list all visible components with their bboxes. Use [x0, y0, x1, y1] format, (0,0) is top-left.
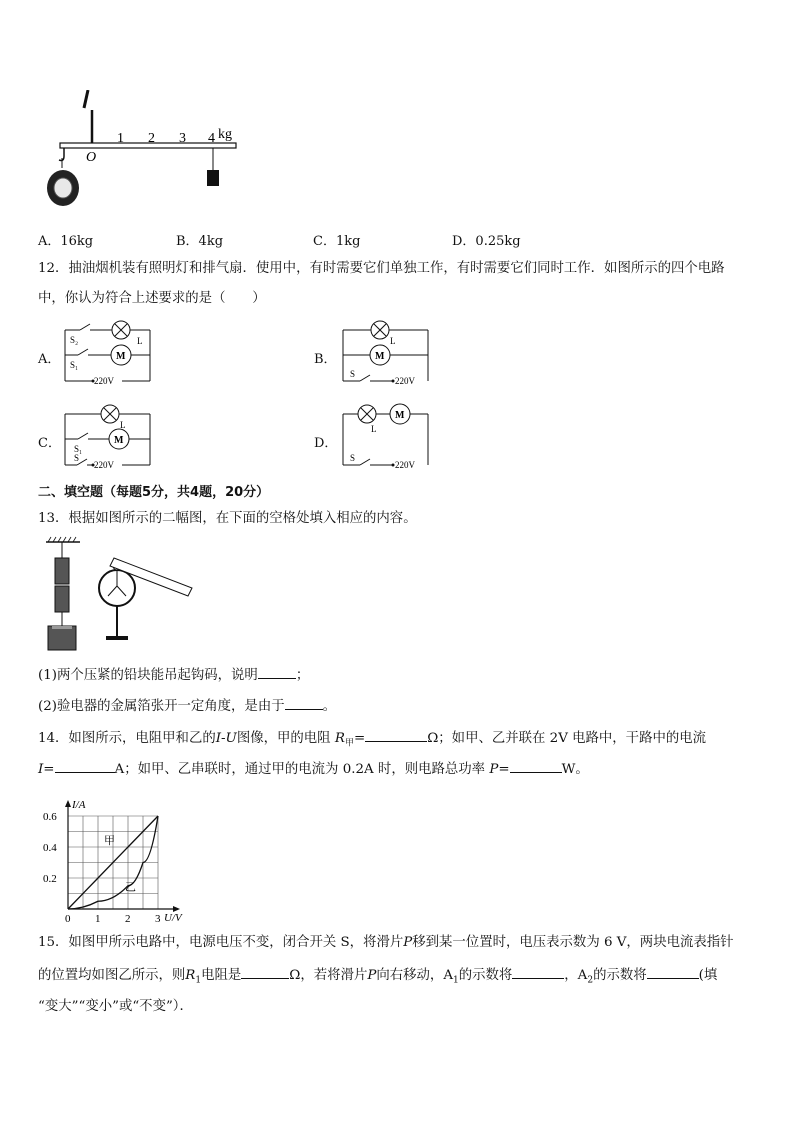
svg-text:L: L: [371, 424, 377, 434]
tick-label-4: 4: [208, 131, 215, 146]
q14-blank-p[interactable]: [510, 760, 562, 773]
circuit-a: [60, 318, 160, 390]
lead-block-bottom: [55, 586, 69, 612]
q12-option-d-label[interactable]: D．: [314, 436, 338, 451]
x-tick-label: 0: [65, 913, 71, 923]
iu-chart: [40, 788, 190, 923]
lamp-icon: [371, 321, 389, 339]
svg-text:M: M: [114, 435, 124, 446]
q12-stem-line1: 12．抽油烟机装有照明灯和排气扇．使用中，有时需要它们单独工作，有时需要它们同时工作．如图所示的四个电路: [38, 261, 725, 276]
svg-text:L: L: [390, 336, 396, 346]
q11-option-b[interactable]: B．4kg: [176, 234, 224, 249]
svg-text:220V: 220V: [395, 460, 415, 470]
circuit-b: [338, 318, 438, 390]
q11-option-d[interactable]: D．0.25kg: [452, 234, 521, 249]
q12-option-b-label[interactable]: B．: [314, 352, 337, 367]
q14-blank-r[interactable]: [365, 729, 427, 742]
q15-stem-line3: “变大”“变小”或“不变”）．: [38, 999, 193, 1014]
svg-text:M: M: [116, 351, 126, 362]
legend-label-2: 乙: [125, 881, 136, 894]
svg-text:220V: 220V: [395, 376, 415, 386]
q15-stem-line1: 15．如图甲所示电路中，电源电压不变，闭合开关 S，将滑片P移到某一位置时，电压表示数为 6 V，两块电流表指针: [38, 935, 734, 950]
svg-text:S: S: [350, 453, 356, 463]
svg-text:S₁: S₁: [70, 360, 79, 370]
q11-option-c[interactable]: C．1kg: [313, 234, 361, 249]
q14-blank-i[interactable]: [55, 760, 115, 773]
tick-label-3: 3: [179, 131, 186, 146]
q13-blank-1[interactable]: [258, 666, 296, 679]
svg-text:S₁: S₁: [74, 444, 83, 454]
x-tick-label: 1: [95, 913, 101, 923]
y-axis-arrow: [65, 800, 71, 807]
x-tick-label: 3: [155, 913, 161, 923]
x-axis-label: U/V: [164, 912, 182, 923]
counterweight: [207, 170, 219, 186]
hook-weight: [48, 626, 76, 650]
q12-option-a-label[interactable]: A．: [38, 352, 61, 367]
legend-label-1: 甲: [104, 834, 115, 847]
q15-blank-a1[interactable]: [512, 966, 564, 979]
svg-text:S: S: [350, 369, 356, 379]
q13-figure: [40, 536, 200, 656]
lead-block-top: [55, 558, 69, 584]
q15-stem-line2: 的位置均如图乙所示，则$R_1$电阻是 Ω，若将滑片P向右移动，$A_1$的示数将 ，$A_2$的示数将 (填: [38, 968, 718, 986]
unit-label: kg: [218, 127, 232, 142]
y-tick-label: 0.2: [43, 873, 57, 885]
svg-text:L: L: [137, 336, 143, 346]
q12-option-c-label[interactable]: C．: [38, 436, 61, 451]
q14-stem-line2: I= A；如甲、乙串联时，通过甲的电流为 0.2A 时，则电路总功率 P= W。: [38, 762, 589, 777]
svg-text:220V: 220V: [94, 376, 114, 386]
q13-sub1: (1)两个压紧的铅块能吊起钩码，说明 ；: [38, 668, 310, 683]
pivot-label: O: [86, 150, 97, 165]
section-2-title: 二、填空题（每题5分，共4题，20分）: [38, 485, 270, 500]
q13-stem: 13．根据如图所示的二幅图，在下面的空格处填入相应的内容。: [38, 511, 417, 526]
tick-label-1: 1: [117, 131, 124, 146]
y-tick-label: 0.6: [43, 811, 57, 823]
svg-text:M: M: [395, 410, 405, 421]
circuit-d: [338, 402, 438, 474]
electroscope-stand: [106, 636, 128, 640]
q12-stem-line2: 中，你认为符合上述要求的是（ ）: [38, 291, 266, 306]
x-tick-label: 2: [125, 913, 131, 923]
svg-text:M: M: [375, 351, 385, 362]
hanging-string: [84, 90, 88, 108]
q13-sub2: (2)验电器的金属箔张开一定角度，是由于 。: [38, 699, 336, 714]
q14-stem-line1: 14．如图所示，电阻甲和乙的I-U图像，甲的电阻 $R_甲= \Omega$；如甲、乙并联在 2V 电路中，干路中的电流: [38, 731, 707, 749]
svg-text:S: S: [74, 453, 80, 463]
q15-blank-r1[interactable]: [241, 966, 289, 979]
lever-figure: [40, 90, 250, 220]
lamp-icon: [112, 321, 130, 339]
stone-texture: [54, 178, 72, 198]
q15-blank-a2[interactable]: [647, 966, 699, 979]
lamp-icon: [358, 405, 376, 423]
circuit-c: [60, 402, 160, 474]
y-tick-label: 0.4: [43, 842, 57, 854]
svg-text:S₂: S₂: [70, 335, 79, 345]
svg-text:220V: 220V: [94, 460, 114, 470]
tick-label-2: 2: [148, 131, 155, 146]
lamp-icon: [101, 405, 119, 423]
y-axis-label: I/A: [72, 799, 86, 811]
q13-blank-2[interactable]: [285, 697, 323, 710]
svg-text:L: L: [120, 420, 126, 430]
q11-option-a[interactable]: A．16kg: [38, 234, 94, 249]
